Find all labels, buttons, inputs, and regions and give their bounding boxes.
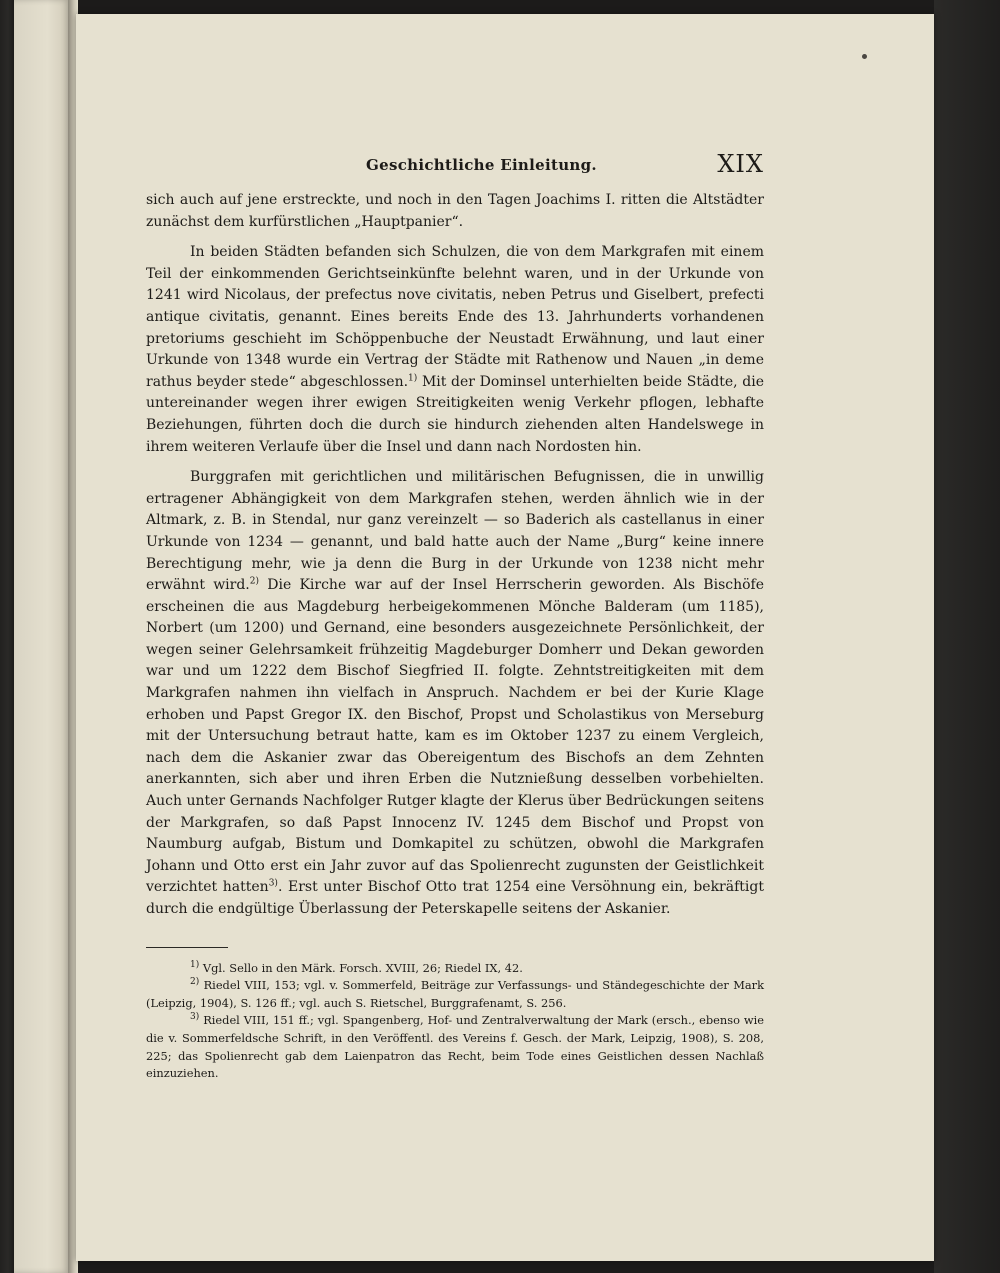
footnote-number: 1) [190, 959, 200, 970]
right-cover-edge [934, 0, 1000, 1273]
running-header [146, 150, 764, 186]
footnote-mark: 2) [249, 576, 260, 587]
paragraph-burggrafen [146, 467, 764, 920]
footnote-mark: 3) [268, 878, 278, 889]
paper-speck [862, 54, 867, 59]
footnote-3 [146, 1012, 764, 1082]
footnote-2 [146, 977, 764, 1012]
page-text [146, 150, 764, 1083]
footnote-text: Riedel VIII, 151 ff.; vgl. Spangenberg, Hof- und Zentralverwaltung der Mark (ersch., ebenso wie die v. Sommerfeldsche Schrift, in den Veröffentl. des Vereins f. Gesch. der Mark, Leipzig, 1908), S. 208, 225; das Spolienrecht gab dem Laienpatron das Recht, beim Tode eines Geistlichen dessen Nachlaß einzuziehen. [146, 1013, 764, 1081]
page-number: XIX [717, 150, 764, 178]
footnote-text: Vgl. Sello in den Märk. Forsch. XVIII, 26; Riedel IX, 42. [202, 960, 523, 975]
running-title: Geschichtliche Einleitung. [366, 156, 597, 174]
left-page-edge [14, 0, 70, 1273]
paragraph-text: Mit der Dominsel unterhielten beide Städte, die untereinander wegen ihrer ewigen Streitigkeiten wenig Verkehr pflogen, lebhafte Beziehungen, führten doch die durch sie hindurch ziehenden alten Handelswege in ihrem weiteren Verlaufe über die Insel und dann nach Nordosten hin. [146, 373, 764, 455]
footnote-number: 3) [190, 1012, 200, 1023]
paragraph-continuation: sich auch auf jene erstreckte, und noch in den Tagen Joachims I. ritten die Altstädter zunächst dem kurfürstlichen „Hauptpanier“. [146, 192, 764, 230]
footnote-1 [146, 960, 764, 978]
footnote-mark: 1) [408, 373, 418, 384]
paragraph-text: . Erst unter Bischof Otto trat 1254 eine Versöhnung ein, bekräftigt durch die endgültige Überlassung der Peterskapelle seitens der Askanier. [146, 879, 764, 917]
paragraph-schulzen [146, 242, 764, 458]
paragraph-text: In beiden Städten befanden sich Schulzen, die von dem Markgrafen mit einem Teil der einkommenden Gerichtseinkünfte belehnt waren, und in der Urkunde von 1241 wird Nicolaus, der prefectus nove civitatis, neben Petrus und Giselbert, prefecti antique civitatis, genannt. Eines bereits Ende des 13. Jahrhunderts vorhandenen pretoriums geschieht im Schöppenbuche der Neustadt Erwähnung, und laut einer Urkunde von 1348 wurde ein Vertrag der Städte mit Rathenow und Nauen „in deme rathus beyder stede“ abgeschlossen. [146, 244, 764, 390]
paragraph-text: Die Kirche war auf der Insel Herrscherin geworden. Als Bischöfe erscheinen die aus Magdeburg herbeigekommenen Mönche Balderam (um 1185), Norbert (um 1200) und Gernand, eine besonders ausgezeichnete Persönlichkeit, der wegen seiner Gelehrsamkeit frühzeitig Magdeburger Domherr und Dekan geworden war und um 1222 dem Bischof Siegfried II. folgte. Zehntstreitigkeiten mit dem Markgrafen nahmen ihn vielfach in Anspruch. Nachdem er bei der Kurie Klage erhoben und Papst Gregor IX. den Bischof, Propst und Scholastikus von Merseburg mit der Untersuchung betraut hatte, kam es im Oktober 1237 zu einem Vergleich, nach dem die Askanier zwar das Obereigentum des Bischofs an dem Zehnten anerkannten, sich aber und ihren Erben die Nutznießung desselben vorbehielten. Auch unter Gernands Nachfolger Rutger klagte der Klerus über Bedrückungen seitens der Markgrafen, so daß Papst Innocenz IV. 1245 dem Bischof und Propst von Naumburg aufgab, Bistum und Domkapitel zu schützen, obwohl die Markgrafen Johann und Otto erst ein Jahr zuvor auf das Spolienrecht zugunsten der Geistlichkeit verzichtet hatten [146, 577, 765, 896]
footnote-number: 2) [190, 977, 200, 988]
footnote-divider [146, 947, 228, 948]
paragraph-text: Burggrafen mit gerichtlichen und militärischen Befugnissen, die in unwillig ertragener Abhängigkeit von dem Markgrafen stehen, werden ähnlich wie in der Altmark, z. B. in Stendal, nur ganz vereinzelt — so Baderich als castellanus in einer Urkunde von 1234 — genannt, und bald hatte auch der Name „Burg“ keine innere Berechtigung mehr, wie ja denn die Burg in der Urkunde von 1238 nicht mehr erwähnt wird. [146, 469, 764, 594]
footnote-text: Riedel VIII, 153; vgl. v. Sommerfeld, Beiträge zur Verfassungs- und Ständegeschichte der Mark (Leipzig, 1904), S. 126 ff.; vgl. auch S. Rietschel, Burggrafenamt, S. 256. [146, 978, 764, 1010]
